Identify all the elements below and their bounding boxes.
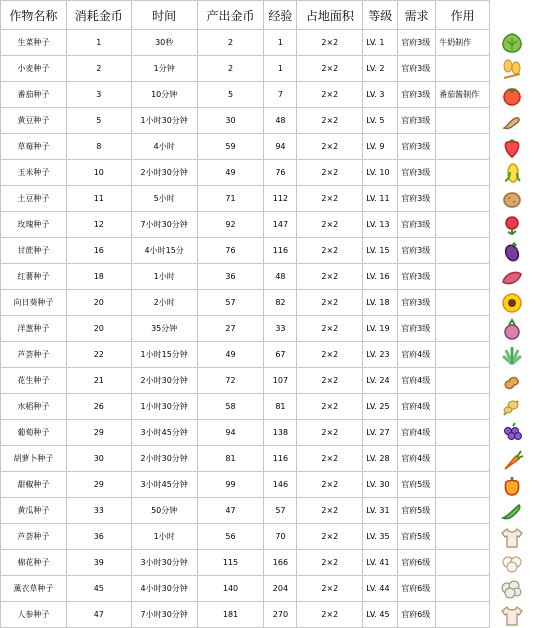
use-cell: [436, 498, 490, 524]
crop-icon-cell: [490, 264, 534, 290]
requirement-cell: 官府3级: [398, 160, 436, 186]
area-cell: 2×2: [297, 368, 363, 394]
requirement-cell: 官府3级: [398, 134, 436, 160]
output-cell: 59: [197, 134, 264, 160]
area-cell: 2×2: [297, 56, 363, 82]
requirement-cell: 官府4级: [398, 394, 436, 420]
output-cell: 2: [197, 56, 264, 82]
time-cell: 35分钟: [131, 316, 197, 342]
crop-icon-cell: [490, 186, 534, 212]
time-cell: 3小时45分钟: [131, 420, 197, 446]
time-cell: 2小时30分钟: [131, 446, 197, 472]
header-output: 产出金币: [197, 1, 264, 30]
requirement-cell: 官府6级: [398, 550, 436, 576]
crop-name: 芦荟种子: [1, 342, 67, 368]
crop-name: 小麦种子: [1, 56, 67, 82]
table-row: [1, 420, 534, 446]
output-cell: 81: [197, 446, 264, 472]
cotton-icon: [499, 558, 525, 567]
use-cell: [436, 212, 490, 238]
level-cell: LV. 10: [363, 160, 398, 186]
area-cell: 2×2: [297, 238, 363, 264]
crop-name: 人参种子: [1, 602, 67, 628]
cost-cell: 26: [66, 394, 131, 420]
requirement-cell: 官府6级: [398, 602, 436, 628]
table-row: [1, 472, 534, 498]
area-cell: 2×2: [297, 290, 363, 316]
crop-icon-cell: [490, 420, 534, 446]
crop-icon-cell: [490, 212, 534, 238]
exp-cell: 166: [264, 550, 297, 576]
area-cell: 2×2: [297, 186, 363, 212]
requirement-cell: 官府5级: [398, 524, 436, 550]
table-row: [1, 394, 534, 420]
exp-cell: 7: [264, 82, 297, 108]
cost-cell: 2: [66, 56, 131, 82]
time-cell: 2小时: [131, 290, 197, 316]
exp-cell: 70: [264, 524, 297, 550]
time-cell: 4小时: [131, 134, 197, 160]
wheat-icon: [499, 64, 525, 73]
cost-cell: 20: [66, 316, 131, 342]
cost-cell: 12: [66, 212, 131, 238]
level-cell: LV. 28: [363, 446, 398, 472]
table-row: [1, 212, 534, 238]
crop-name: 甘蔗种子: [1, 238, 67, 264]
cost-cell: 10: [66, 160, 131, 186]
exp-cell: 81: [264, 394, 297, 420]
use-cell: [436, 186, 490, 212]
requirement-cell: 官府4级: [398, 368, 436, 394]
header-icon: [490, 1, 534, 30]
output-cell: 27: [197, 316, 264, 342]
table-row: [1, 576, 534, 602]
time-cell: 2小时30分钟: [131, 368, 197, 394]
level-cell: LV. 25: [363, 394, 398, 420]
exp-cell: 1: [264, 56, 297, 82]
table-row: [1, 446, 534, 472]
header-level: 等级: [363, 1, 398, 30]
cost-cell: 16: [66, 238, 131, 264]
area-cell: 2×2: [297, 342, 363, 368]
use-cell: [436, 160, 490, 186]
crop-icon-cell: [490, 160, 534, 186]
use-cell: [436, 316, 490, 342]
area-cell: 2×2: [297, 550, 363, 576]
use-cell: [436, 524, 490, 550]
time-cell: 50分钟: [131, 498, 197, 524]
exp-cell: 146: [264, 472, 297, 498]
cost-cell: 20: [66, 290, 131, 316]
cost-cell: 1: [66, 30, 131, 56]
requirement-cell: 官府4级: [398, 342, 436, 368]
rice-icon: [499, 402, 525, 411]
output-cell: 76: [197, 238, 264, 264]
time-cell: 2小时30分钟: [131, 160, 197, 186]
output-cell: 57: [197, 290, 264, 316]
requirement-cell: 官府3级: [398, 238, 436, 264]
table-row: [1, 160, 534, 186]
crop-icon-cell: [490, 316, 534, 342]
header-area: 占地面积: [297, 1, 363, 30]
crop-icon-cell: [490, 342, 534, 368]
crop-icon-cell: [490, 290, 534, 316]
tomato-icon: [499, 90, 525, 99]
cucumber-icon: [499, 506, 525, 515]
use-cell: [436, 576, 490, 602]
cauliflower-icon: [499, 584, 525, 593]
area-cell: 2×2: [297, 134, 363, 160]
cost-cell: 29: [66, 420, 131, 446]
exp-cell: 82: [264, 290, 297, 316]
output-cell: 30: [197, 108, 264, 134]
exp-cell: 138: [264, 420, 297, 446]
table-row: [1, 56, 534, 82]
level-cell: LV. 3: [363, 82, 398, 108]
output-cell: 2: [197, 30, 264, 56]
output-cell: 115: [197, 550, 264, 576]
table-row: [1, 264, 534, 290]
level-cell: LV. 1: [363, 30, 398, 56]
crop-icon-cell: [490, 498, 534, 524]
onion-icon: [499, 324, 525, 333]
requirement-cell: 官府3级: [398, 82, 436, 108]
exp-cell: 107: [264, 368, 297, 394]
crop-name: 草莓种子: [1, 134, 67, 160]
output-cell: 36: [197, 264, 264, 290]
area-cell: 2×2: [297, 30, 363, 56]
use-cell: [436, 342, 490, 368]
level-cell: LV. 30: [363, 472, 398, 498]
use-cell: [436, 368, 490, 394]
crop-name: 水稻种子: [1, 394, 67, 420]
level-cell: LV. 31: [363, 498, 398, 524]
sunflower-icon: [499, 298, 525, 307]
requirement-cell: 官府3级: [398, 316, 436, 342]
requirement-cell: 官府3级: [398, 108, 436, 134]
use-cell: [436, 472, 490, 498]
header-row: [1, 1, 534, 30]
output-cell: 181: [197, 602, 264, 628]
time-cell: 1小时: [131, 264, 197, 290]
time-cell: 1分钟: [131, 56, 197, 82]
cost-cell: 45: [66, 576, 131, 602]
crop-name: 棉花种子: [1, 550, 67, 576]
area-cell: 2×2: [297, 212, 363, 238]
cost-cell: 18: [66, 264, 131, 290]
time-cell: 1小时15分钟: [131, 342, 197, 368]
use-cell: [436, 134, 490, 160]
sweet-potato-icon: [499, 272, 525, 281]
requirement-cell: 官府3级: [398, 30, 436, 56]
lettuce-icon: [499, 38, 525, 47]
use-cell: [436, 550, 490, 576]
cost-cell: 22: [66, 342, 131, 368]
use-cell: [436, 290, 490, 316]
area-cell: 2×2: [297, 316, 363, 342]
output-cell: 72: [197, 368, 264, 394]
potato-icon: [499, 194, 525, 203]
cost-cell: 8: [66, 134, 131, 160]
crop-icon-cell: [490, 472, 534, 498]
crop-name: 红薯种子: [1, 264, 67, 290]
output-cell: 58: [197, 394, 264, 420]
crop-name: 甜椒种子: [1, 472, 67, 498]
area-cell: 2×2: [297, 264, 363, 290]
cost-cell: 30: [66, 446, 131, 472]
exp-cell: 67: [264, 342, 297, 368]
table-row: [1, 342, 534, 368]
output-cell: 92: [197, 212, 264, 238]
area-cell: 2×2: [297, 576, 363, 602]
crop-icon-cell: [490, 446, 534, 472]
bell-pepper-icon: [499, 480, 525, 489]
area-cell: 2×2: [297, 394, 363, 420]
time-cell: 10分钟: [131, 82, 197, 108]
level-cell: LV. 41: [363, 550, 398, 576]
table-row: [1, 290, 534, 316]
crop-name: 生菜种子: [1, 30, 67, 56]
strawberry-icon: [499, 142, 525, 151]
use-cell: [436, 56, 490, 82]
header-crop-name: 作物名称: [1, 1, 67, 30]
cost-cell: 11: [66, 186, 131, 212]
cost-cell: 5: [66, 108, 131, 134]
requirement-cell: 官府3级: [398, 264, 436, 290]
table-row: [1, 316, 534, 342]
shirt-icon: [499, 532, 525, 541]
use-cell: [436, 420, 490, 446]
output-cell: 49: [197, 342, 264, 368]
level-cell: LV. 16: [363, 264, 398, 290]
crop-icon-cell: [490, 108, 534, 134]
exp-cell: 116: [264, 446, 297, 472]
crop-icon-cell: [490, 576, 534, 602]
use-cell: [436, 394, 490, 420]
use-cell: [436, 108, 490, 134]
crop-name: 葡萄种子: [1, 420, 67, 446]
cost-cell: 3: [66, 82, 131, 108]
exp-cell: 270: [264, 602, 297, 628]
area-cell: 2×2: [297, 446, 363, 472]
area-cell: 2×2: [297, 472, 363, 498]
crop-name: 薰衣草种子: [1, 576, 67, 602]
cost-cell: 21: [66, 368, 131, 394]
crop-name: 番茄种子: [1, 82, 67, 108]
exp-cell: 94: [264, 134, 297, 160]
output-cell: 71: [197, 186, 264, 212]
level-cell: LV. 27: [363, 420, 398, 446]
level-cell: LV. 15: [363, 238, 398, 264]
crop-name: 黄瓜种子: [1, 498, 67, 524]
exp-cell: 116: [264, 238, 297, 264]
crop-icon-cell: [490, 82, 534, 108]
time-cell: 5小时: [131, 186, 197, 212]
crop-name: 芦荟种子: [1, 524, 67, 550]
time-cell: 4小时30分钟: [131, 576, 197, 602]
level-cell: LV. 9: [363, 134, 398, 160]
use-cell: [436, 238, 490, 264]
crop-name: 玫瑰种子: [1, 212, 67, 238]
crop-icon-cell: [490, 368, 534, 394]
cost-cell: 33: [66, 498, 131, 524]
header-time: 时间: [131, 1, 197, 30]
output-cell: 56: [197, 524, 264, 550]
area-cell: 2×2: [297, 524, 363, 550]
use-cell: 番茄酱制作: [436, 82, 490, 108]
crop-icon-cell: [490, 56, 534, 82]
requirement-cell: 官府3级: [398, 186, 436, 212]
crop-icon-cell: [490, 30, 534, 56]
header-use: 作用: [436, 1, 490, 30]
level-cell: LV. 19: [363, 316, 398, 342]
level-cell: LV. 18: [363, 290, 398, 316]
exp-cell: 1: [264, 30, 297, 56]
time-cell: 3小时45分钟: [131, 472, 197, 498]
requirement-cell: 官府3级: [398, 212, 436, 238]
exp-cell: 33: [264, 316, 297, 342]
output-cell: 5: [197, 82, 264, 108]
use-cell: [436, 264, 490, 290]
crop-name: 胡萝卜种子: [1, 446, 67, 472]
time-cell: 7小时30分钟: [131, 212, 197, 238]
cost-cell: 47: [66, 602, 131, 628]
time-cell: 1小时30分钟: [131, 394, 197, 420]
time-cell: 1小时30分钟: [131, 108, 197, 134]
use-cell: 牛奶制作: [436, 30, 490, 56]
cost-cell: 39: [66, 550, 131, 576]
crop-name: 洋葱种子: [1, 316, 67, 342]
exp-cell: 147: [264, 212, 297, 238]
exp-cell: 204: [264, 576, 297, 602]
time-cell: 4小时15分: [131, 238, 197, 264]
level-cell: LV. 5: [363, 108, 398, 134]
header-exp: 经验: [264, 1, 297, 30]
aloe-icon: [499, 350, 525, 359]
output-cell: 94: [197, 420, 264, 446]
time-cell: 1小时: [131, 524, 197, 550]
crop-icon-cell: [490, 550, 534, 576]
area-cell: 2×2: [297, 82, 363, 108]
table-row: [1, 550, 534, 576]
time-cell: 30秒: [131, 30, 197, 56]
crop-name: 土豆种子: [1, 186, 67, 212]
crop-icon-cell: [490, 238, 534, 264]
output-cell: 140: [197, 576, 264, 602]
level-cell: LV. 24: [363, 368, 398, 394]
time-cell: 3小时30分钟: [131, 550, 197, 576]
corn-icon: [499, 168, 525, 177]
soybean-icon: [499, 116, 525, 125]
level-cell: LV. 11: [363, 186, 398, 212]
requirement-cell: 官府3级: [398, 56, 436, 82]
exp-cell: 48: [264, 108, 297, 134]
table-row: [1, 368, 534, 394]
level-cell: LV. 13: [363, 212, 398, 238]
level-cell: LV. 35: [363, 524, 398, 550]
table-row: [1, 30, 534, 56]
use-cell: [436, 446, 490, 472]
table-row: [1, 498, 534, 524]
level-cell: LV. 2: [363, 56, 398, 82]
crop-name: 黄豆种子: [1, 108, 67, 134]
area-cell: 2×2: [297, 498, 363, 524]
crop-name: 花生种子: [1, 368, 67, 394]
carrot-icon: [499, 454, 525, 463]
header-cost: 消耗金币: [66, 1, 131, 30]
table-row: [1, 524, 534, 550]
table-row: [1, 238, 534, 264]
exp-cell: 48: [264, 264, 297, 290]
ginseng-icon: [499, 610, 525, 619]
crop-name: 玉米种子: [1, 160, 67, 186]
table-row: [1, 134, 534, 160]
exp-cell: 76: [264, 160, 297, 186]
area-cell: 2×2: [297, 108, 363, 134]
rose-icon: [499, 220, 525, 229]
cost-cell: 29: [66, 472, 131, 498]
grape-icon: [499, 428, 525, 437]
level-cell: LV. 45: [363, 602, 398, 628]
requirement-cell: 官府4级: [398, 420, 436, 446]
exp-cell: 57: [264, 498, 297, 524]
output-cell: 49: [197, 160, 264, 186]
exp-cell: 112: [264, 186, 297, 212]
requirement-cell: 官府5级: [398, 498, 436, 524]
crop-icon-cell: [490, 134, 534, 160]
area-cell: 2×2: [297, 420, 363, 446]
header-requirement: 需求: [398, 1, 436, 30]
crop-icon-cell: [490, 524, 534, 550]
output-cell: 99: [197, 472, 264, 498]
area-cell: 2×2: [297, 602, 363, 628]
requirement-cell: 官府4级: [398, 446, 436, 472]
level-cell: LV. 23: [363, 342, 398, 368]
crop-icon-cell: [490, 394, 534, 420]
time-cell: 7小时30分钟: [131, 602, 197, 628]
requirement-cell: 官府5级: [398, 472, 436, 498]
table-row: [1, 108, 534, 134]
output-cell: 47: [197, 498, 264, 524]
cost-cell: 36: [66, 524, 131, 550]
table-row: [1, 82, 534, 108]
requirement-cell: 官府3级: [398, 290, 436, 316]
area-cell: 2×2: [297, 160, 363, 186]
peanut-icon: [499, 376, 525, 385]
crop-name: 向日葵种子: [1, 290, 67, 316]
requirement-cell: 官府6级: [398, 576, 436, 602]
table-row: [1, 186, 534, 212]
eggplant-icon: [499, 246, 525, 255]
level-cell: LV. 44: [363, 576, 398, 602]
